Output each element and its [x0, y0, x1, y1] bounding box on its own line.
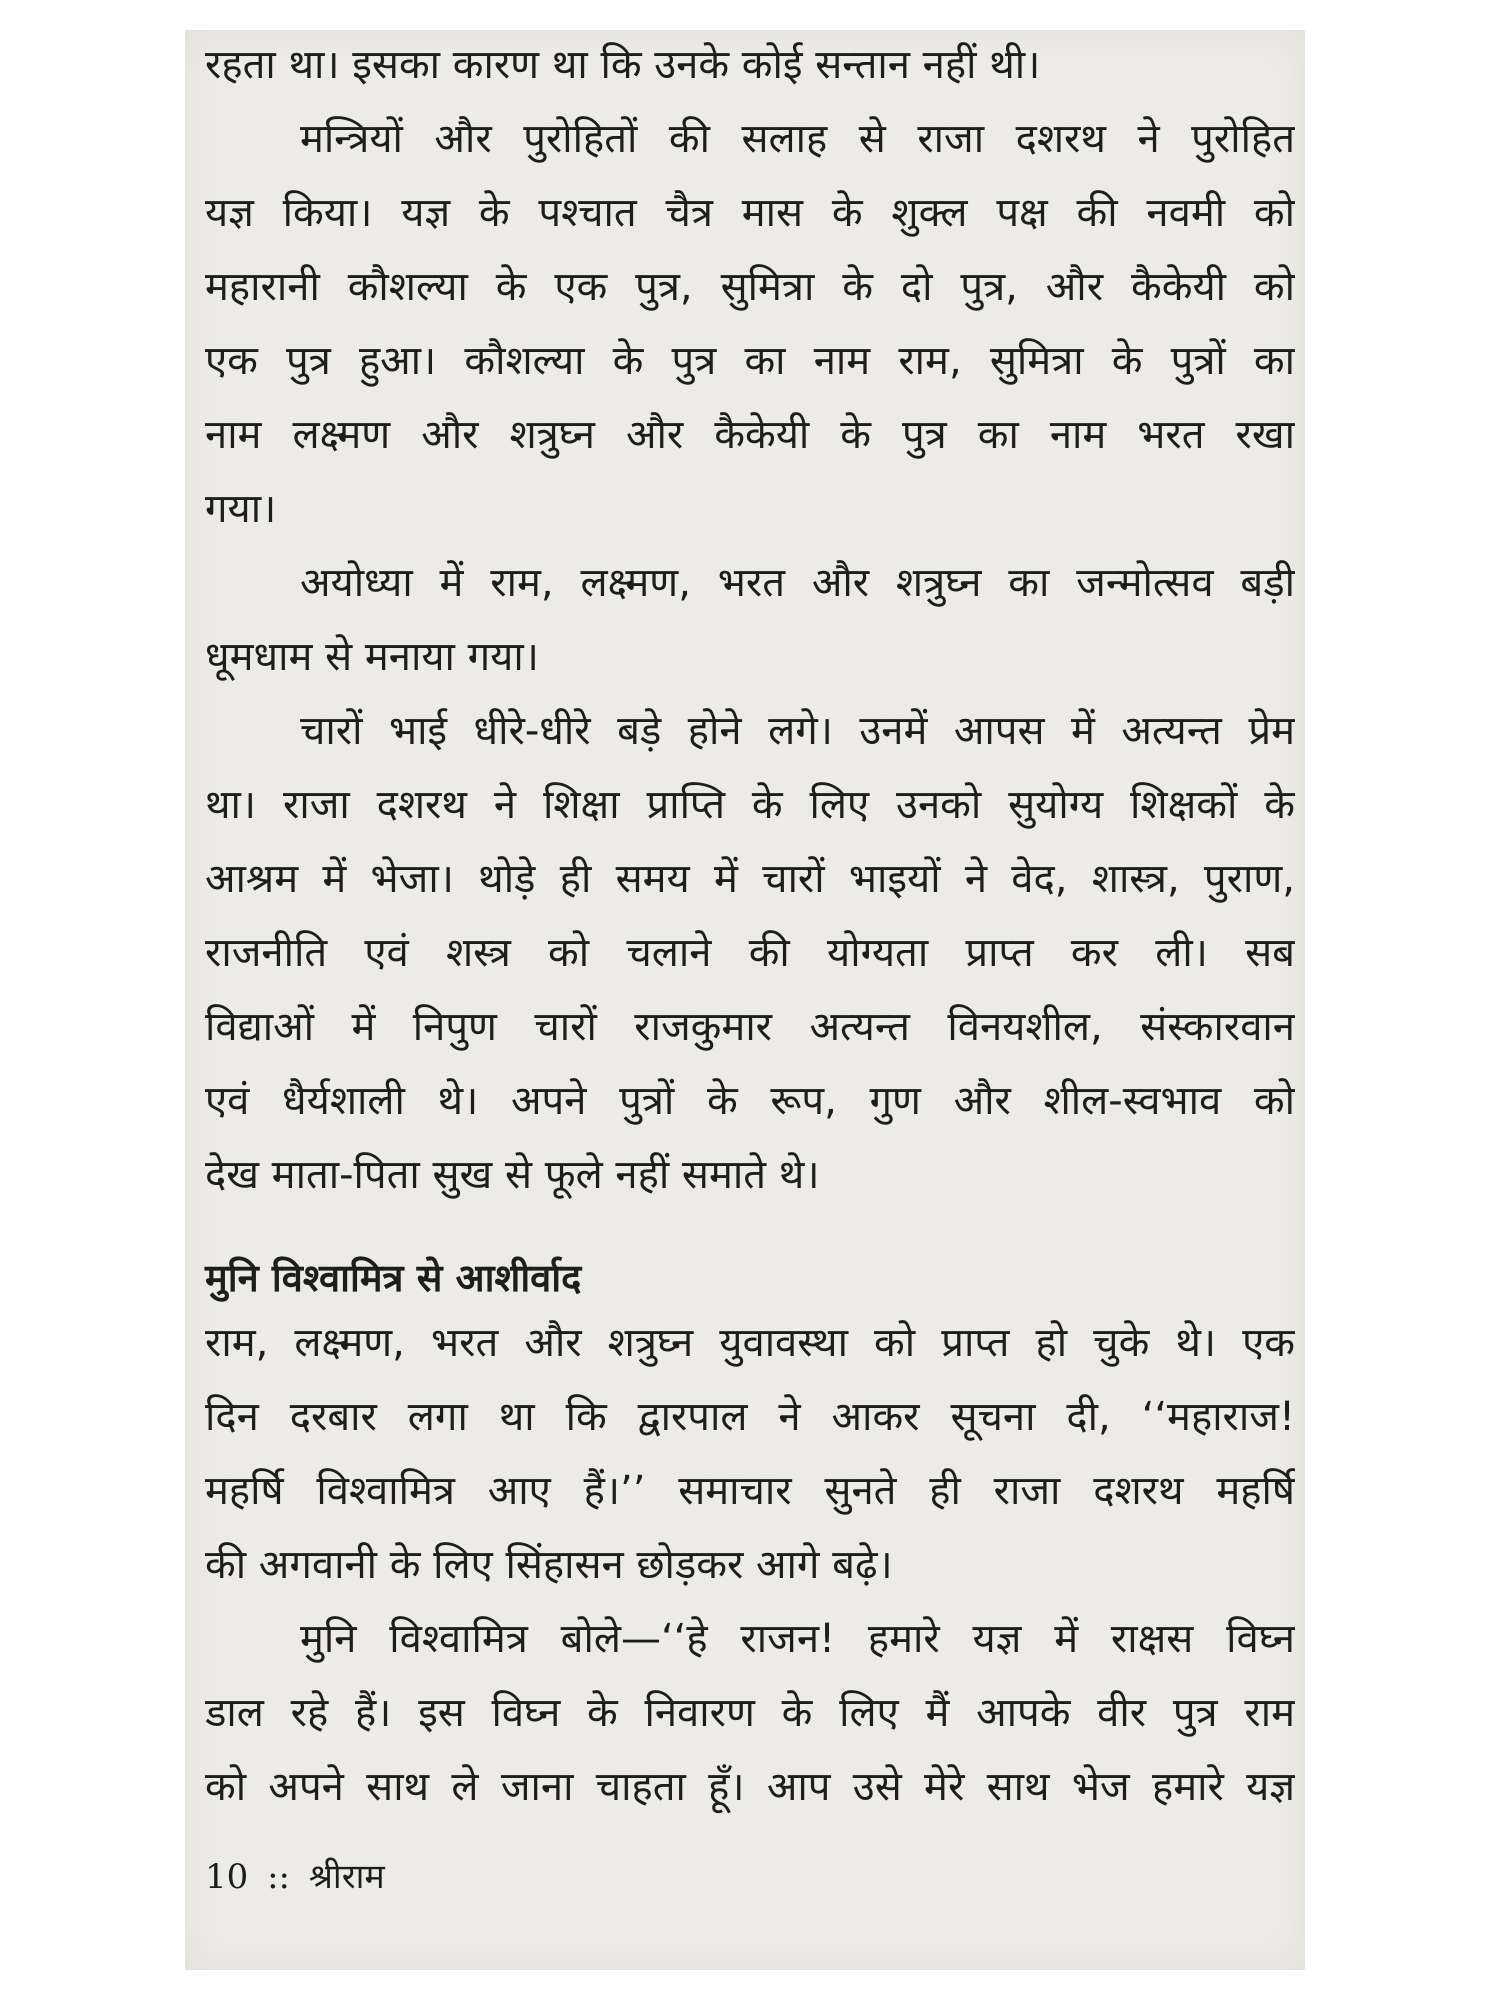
- text-line: था। राजा दशरथ ने शिक्षा प्राप्ति के लिए उनको सुयोग्य शिक्षकों के: [205, 782, 1295, 828]
- text-line: एवं धैर्यशाली थे। अपने पुत्रों के रूप, गुण और शील-स्वभाव को: [205, 1078, 1295, 1124]
- text-line: यज्ञ किया। यज्ञ के पश्चात चैत्र मास के शुक्ल पक्ष की नवमी को: [205, 190, 1295, 236]
- text-line: अयोध्या में राम, लक्ष्मण, भरत और शत्रुघ्न का जन्मोत्सव बड़ी: [300, 560, 1295, 606]
- text-line: महारानी कौशल्या के एक पुत्र, सुमित्रा के दो पुत्र, और कैकेयी को: [205, 264, 1295, 310]
- page-number: 10: [205, 1857, 249, 1897]
- text-line: की अगवानी के लिए सिंहासन छोड़कर आगे बढ़े।: [205, 1542, 893, 1588]
- text-line: धूमधाम से मनाया गया।: [205, 634, 539, 680]
- text-line: एक पुत्र हुआ। कौशल्या के पुत्र का नाम राम, सुमित्रा के पुत्रों का: [205, 338, 1295, 384]
- page-footer: [205, 1852, 385, 1898]
- text-line: को अपने साथ ले जाना चाहता हूँ। आप उसे मेरे साथ भेज हमारे यज्ञ: [205, 1764, 1295, 1810]
- text-line: मन्त्रियों और पुरोहितों की सलाह से राजा दशरथ ने पुरोहित: [300, 116, 1295, 162]
- text-line: चारों भाई धीरे-धीरे बड़े होने लगे। उनमें आपस में अत्यन्त प्रेम: [300, 708, 1295, 754]
- text-line: देख माता-पिता सुख से फूले नहीं समाते थे।: [205, 1152, 820, 1198]
- text-line: रहता था। इसका कारण था कि उनके कोई सन्तान नहीं थी।: [205, 42, 1041, 88]
- text-line: राजनीति एवं शस्त्र को चलाने की योग्यता प्राप्त कर ली। सब: [205, 930, 1295, 976]
- text-line: आश्रम में भेजा। थोड़े ही समय में चारों भाइयों ने वेद, शास्त्र, पुराण,: [205, 856, 1295, 902]
- running-title: श्रीराम: [308, 1857, 385, 1897]
- text-line: विद्याओं में निपुण चारों राजकुमार अत्यन्त विनयशील, संस्कारवान: [205, 1004, 1295, 1050]
- footer-separator: ::: [267, 1857, 290, 1897]
- text-line: राम, लक्ष्मण, भरत और शत्रुघ्न युवावस्था को प्राप्त हो चुके थे। एक: [205, 1320, 1295, 1366]
- text-line: दिन दरबार लगा था कि द्वारपाल ने आकर सूचना दी, ‘‘महाराज!: [205, 1394, 1295, 1440]
- section-heading: मुनि विश्वामित्र से आशीर्वाद: [205, 1256, 582, 1300]
- text-line: मुनि विश्वामित्र बोले—‘‘हे राजन! हमारे यज्ञ में राक्षस विघ्न: [300, 1616, 1295, 1662]
- text-line: नाम लक्ष्मण और शत्रुघ्न और कैकेयी के पुत्र का नाम भरत रखा: [205, 412, 1295, 458]
- text-line: डाल रहे हैं। इस विघ्न के निवारण के लिए मैं आपके वीर पुत्र राम: [205, 1690, 1295, 1736]
- body-text-part2: [205, 1306, 1295, 1824]
- body-text-part1: [205, 28, 1295, 1212]
- text-line: गया।: [205, 486, 277, 532]
- text-line: महर्षि विश्वामित्र आए हैं।’’ समाचार सुनते ही राजा दशरथ महर्षि: [205, 1468, 1295, 1514]
